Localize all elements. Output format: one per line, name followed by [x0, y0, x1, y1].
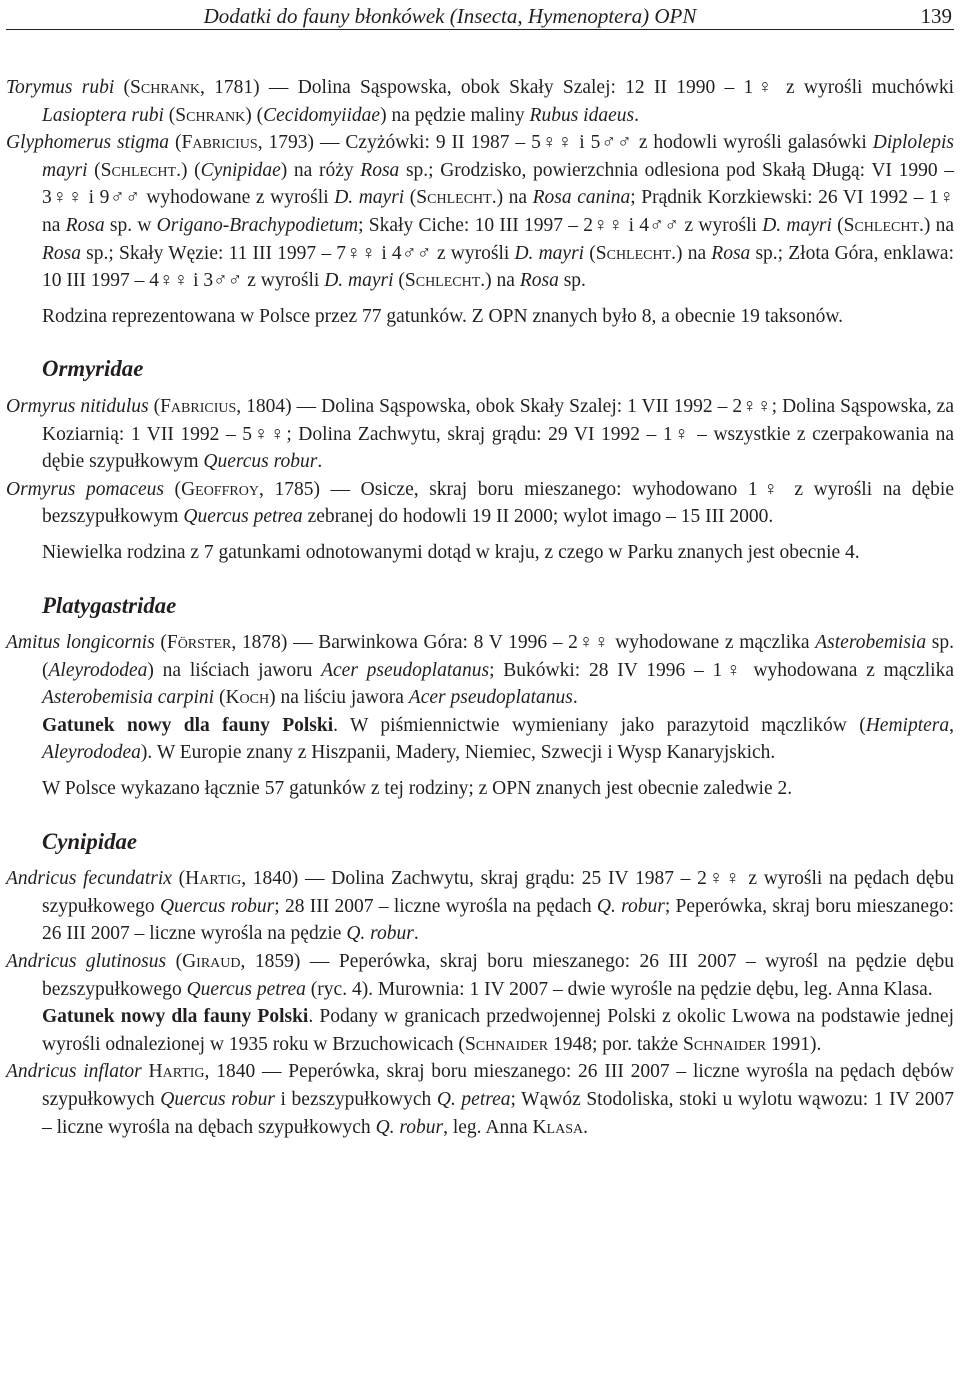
italic-text: Rosa — [711, 242, 751, 264]
italic-text: Origano-Brachypodietum — [156, 214, 359, 236]
small-caps-text: Förster — [166, 632, 232, 654]
small-caps-text: Schrank — [130, 77, 201, 98]
species-entry-torymus-rubi: Torymus rubi (Schrank, 1781) — Dolina Sąspowska, obok Skały Szalej: 12 II 1990 – 1♀ z wyrośli muchówki Lasioptera rubi (Schrank) (Cecidomyiidae) na pędzie maliny Rubus idaeus. — [6, 77, 955, 126]
italic-text: Andricus fecundatrix — [6, 868, 172, 890]
italic-text: Ormyrus pomaceus — [6, 478, 164, 500]
small-caps-text: Schlecht — [100, 159, 177, 181]
italic-text: Amitus longicornis — [6, 632, 155, 654]
italic-text: Cynipidae — [200, 159, 281, 181]
small-caps-text: Schlecht — [595, 242, 672, 264]
italic-text: Cecidomyiidae — [263, 104, 381, 126]
species-entry-ormyrus-nitidulus: Ormyrus nitidulus (Fabricius, 1804) — Dolina Sąspowska, obok Skały Szalej: 1 VII 1992 – 2♀♀; Dolina Sąspowska, za Koziarnią: 1 VII 1992 – 5♀♀; Dolina Zachwytu, skraj grądu: 29 VI 1992 – 1♀ – wszystkie z czerpakowania na dębie szypułkowym Quercus robur. — [6, 395, 954, 473]
italic-text: Aleyrododea — [42, 742, 141, 764]
small-caps-text: Schnaider — [682, 1033, 767, 1055]
species-entry-ormyrus-pomaceus: Ormyrus pomaceus (Geoffroy, 1785) — Osicze, skraj boru mieszanego: wyhodowano 1♀ z wyrośli na dębie bezszypułkowym Quercus petrea zebranej do hodowli 19 II 2000; wylot imago – 15 III 2000. — [6, 478, 954, 528]
species-note-andricus-glutinosus: Gatunek nowy dla fauny Polski. Podany w granicach przedwojennej Polski z okolic Lwowa na podstawie jednej wyrośli odnalezionej w 1935 roku w Brzuchowicach (Schnaider 1948; por. także Schnaider 1991). — [42, 1006, 954, 1055]
running-title: Dodatki do fauny błonkówek (Insecta, Hymenoptera) OPN — [203, 4, 697, 28]
italic-text: Q. robur — [346, 923, 414, 945]
italic-text: Rosa canina — [532, 187, 631, 209]
italic-text: Lasioptera rubi — [42, 104, 164, 126]
small-caps-text: Koch — [225, 687, 270, 709]
small-caps-text: Fabricius — [181, 132, 258, 154]
italic-text: Asterobemisia carpini — [42, 687, 215, 709]
species-entry-glyphomerus-stigma: Glyphomerus stigma (Fabricius, 1793) — Czyżówki: 9 II 1987 – 5♀♀ i 5♂♂ z hodowli wyrośli galasówki Diplolepis mayri (Schlecht.) (Cynipidae) na róży Rosa sp.; Grodzisko, powierzchnia odlesiona pod Skałą Długą: VI 1990 – 3♀♀ i 9♂♂ wyhodowane z wyrośli D. mayri (Schlecht.) na Rosa canina; Prądnik Korzkiewski: 26 VI 1992 – 1♀ na Rosa sp. w Origano-Brachypodietum; Skały Ciche: 10 III 1997 – 2♀♀ i 4♂♂ z wyrośli D. mayri (Schlecht.) na Rosa sp.; Skały Węzie: 11 III 1997 – 7♀♀ i 4♂♂ z wyrośli D. mayri (Schlecht.) na Rosa sp.; Złota Góra, enklawa: 10 III 1997 – 4♀♀ i 3♂♂ z wyrośli D. mayri (Schlecht.) na Rosa sp. — [6, 132, 955, 292]
family-summary-platygastridae: W Polsce wykazano łącznie 57 gatunków z tej rodziny; z OPN znanych jest obecnie zaledwie 2. — [42, 778, 793, 800]
italic-text: Rubus idaeus — [529, 104, 635, 126]
italic-text: Aleyrododea — [48, 659, 148, 681]
italic-text: Quercus robur — [160, 1089, 275, 1110]
small-caps-text: Schlecht — [416, 187, 492, 209]
small-caps-text: Schrank — [175, 104, 246, 126]
italic-text: Q. robur — [596, 895, 665, 917]
italic-text: Quercus robur — [203, 451, 318, 473]
family-heading-cynipidae: Cynipidae — [42, 828, 137, 854]
species-entry-andricus-inflator: Andricus inflator Hartig, 1840 — Peperówka, skraj boru mieszanego: 26 III 2007 – liczne wyrośla na pędach dębów szypułkowych Quercus robur i bezszypułkowych Q. petrea; Wąwóz Stodoliska, stoki u wylotu wąwozu: 1 IV 2007 – liczne wyrośla na dębach szypułkowych Q. robur, leg. Anna Klasa. — [6, 1061, 955, 1138]
italic-text: D. mayri — [334, 187, 405, 209]
family-summary-ormyridae: Niewielka rodzina z 7 gatunkami odnotowanymi dotąd w kraju, z czego w Parku znanych jest obecnie 4. — [42, 541, 860, 563]
species-entry-andricus-fecundatrix: Andricus fecundatrix (Hartig, 1840) — Dolina Zachwytu, skraj grądu: 25 IV 1987 – 2♀♀ z wyrośli na pędach dębu szypułkowego Quercus robur; 28 III 2007 – liczne wyrośla na pędach Q. robur; Peperówka, skraj boru mieszanego: 26 III 2007 – liczne wyrośla na pędzie Q. robur. — [6, 868, 954, 945]
italic-text: D. mayri — [324, 270, 394, 292]
italic-text: D. mayri — [514, 242, 585, 264]
small-caps-text: Klasa — [532, 1116, 584, 1138]
species-entry-amitus-longicornis: Amitus longicornis (Förster, 1878) — Barwinkowa Góra: 8 V 1996 – 2♀♀ wyhodowane z mączlika Asterobemisia sp. (Aleyrododea) na liściach jaworu Acer pseudoplatanus; Bukówki: 28 IV 1996 – 1♀ wyhodowana z mączlika Asterobemisia carpini (Koch) na liściu jawora Acer pseudoplatanus. — [6, 632, 954, 709]
italic-text: Andricus glutinosus — [6, 951, 167, 973]
running-head — [6, 3, 954, 30]
family-summary-torymidae: Rodzina reprezentowana w Polsce przez 77 gatunków. Z OPN znanych było 8, a obecnie 19 taksonów. — [42, 305, 844, 327]
italic-text: Asterobemisia — [815, 632, 927, 654]
small-caps-text: Giraud — [182, 951, 241, 973]
small-caps-text: Fabricius — [160, 395, 237, 417]
species-note-amitus-longicornis: Gatunek nowy dla fauny Polski. W piśmiennictwie wymieniany jako parazytoid mączlików (Hemiptera, Aleyrododea). W Europie znany z Hiszpanii, Madery, Niemiec, Szwecji i Wysp Kanaryjskich. — [42, 714, 954, 764]
italic-text: Acer pseudoplatanus — [321, 659, 490, 681]
article-body — [6, 74, 954, 1141]
italic-text: Quercus petrea — [186, 978, 306, 1000]
italic-text: Rosa — [519, 270, 559, 292]
italic-text: Acer pseudoplatanus — [408, 687, 573, 709]
italic-text: Andricus inflator — [6, 1061, 142, 1083]
italic-text: Ormyrus nitidulus — [6, 395, 149, 417]
italic-text: Quercus petrea — [183, 506, 303, 528]
italic-text: Diplolepis mayri — [42, 132, 955, 181]
small-caps-text: Schnaider — [464, 1033, 549, 1055]
italic-text: Q. petrea — [436, 1089, 511, 1110]
small-caps-text: Geoffroy — [181, 478, 259, 500]
small-caps-text: Schlecht — [404, 270, 481, 292]
italic-text: Q. robur — [375, 1116, 444, 1138]
bold-text: Gatunek nowy dla fauny Polski — [42, 714, 334, 736]
italic-text: Rosa — [360, 159, 400, 181]
italic-text: Hemiptera — [865, 714, 950, 736]
species-entry-andricus-glutinosus: Andricus glutinosus (Giraud, 1859) — Peperówka, skraj boru mieszanego: 26 III 2007 – wyrośl na pędzie dębu bezszypułkowego Quercus petrea (ryc. 4). Murownia: 1 IV 2007 – dwie wyrośle na pędzie dębu, leg. Anna Klasa. — [6, 951, 954, 1000]
italic-text: Rosa — [65, 214, 105, 236]
small-caps-text: Schlecht — [843, 214, 920, 236]
italic-text: Glyphomerus stigma — [6, 132, 170, 154]
italic-text: D. mayri — [762, 214, 832, 236]
page-number: 139 — [920, 4, 952, 28]
small-caps-text: Hartig — [148, 1061, 205, 1083]
journal-page — [6, 0, 954, 1141]
italic-text: Quercus robur — [159, 895, 275, 917]
bold-text: Gatunek nowy dla fauny Polski — [42, 1006, 309, 1028]
family-heading-platygastridae: Platygastridae — [42, 592, 177, 618]
family-heading-ormyridae: Ormyridae — [42, 356, 144, 382]
italic-text: Torymus rubi — [6, 77, 115, 98]
italic-text: Rosa — [42, 242, 81, 264]
small-caps-text: Hartig — [185, 868, 242, 890]
